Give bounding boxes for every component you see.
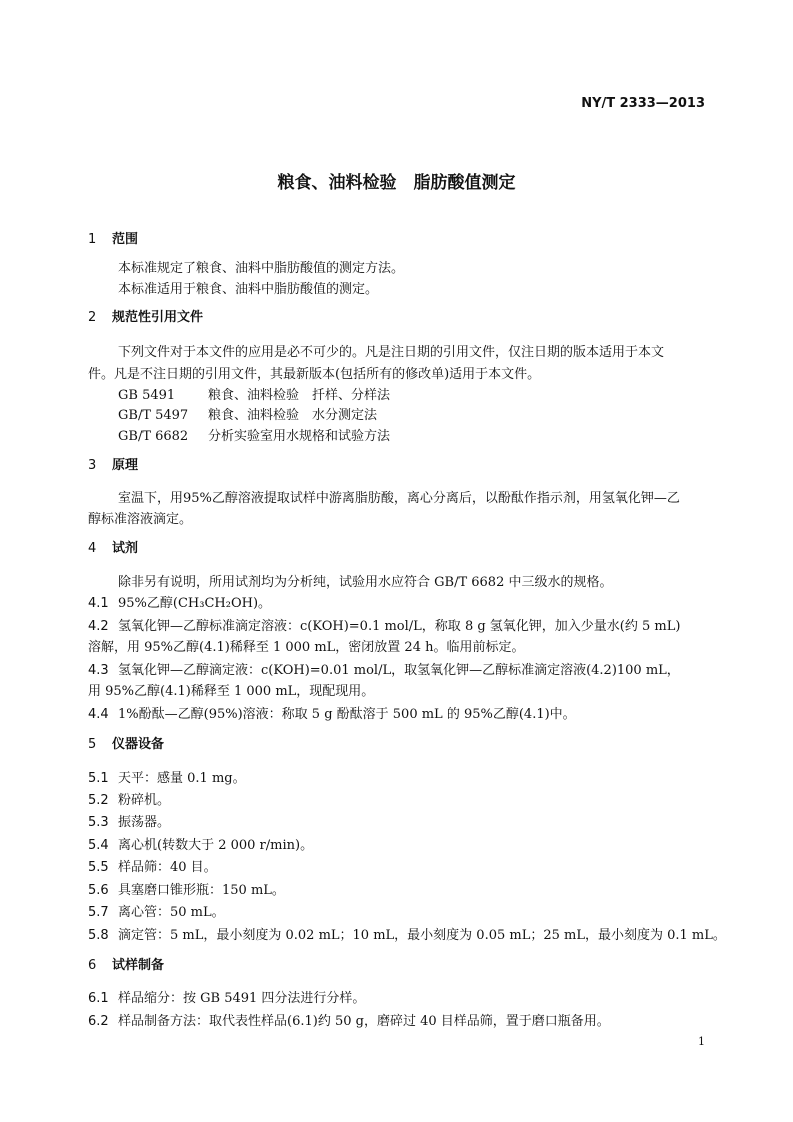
clause-5-3: 5.3 振荡器。 [88, 815, 171, 830]
paragraph-line: 本标准规定了粮食、油料中脂肪酸值的测定方法。 [118, 261, 405, 276]
clause-5-2: 5.2 粉碎机。 [88, 793, 171, 808]
reference-item: GB 5491 粮食、油料检验 扦样、分样法 [118, 388, 391, 403]
section-heading-1: 1 范围 [88, 232, 139, 247]
clause-4-2: 4.2 氢氧化钾—乙醇标准滴定溶液：c(KOH)=0.1 mol/L，称取 8 g 氢氧化钾，加入少量水(约 5 mL) [88, 619, 681, 634]
clause-6-2: 6.2 样品制备方法：取代表性样品(6.1)约 50 g，磨碎过 40 目样品筛，置于磨口瓶备用。 [88, 1014, 610, 1029]
section-heading-4: 4 试剂 [88, 541, 139, 556]
clause-5-4: 5.4 离心机(转数大于 2 000 r/min)。 [88, 838, 314, 853]
clause-6-1: 6.1 样品缩分：按 GB 5491 四分法进行分样。 [88, 991, 366, 1006]
section-heading-3: 3 原理 [88, 458, 139, 473]
paragraph-line: 室温下，用95%乙醇溶液提取试样中游离脂肪酸，离心分离后，以酚酞作指示剂，用氢氧化钾—乙 [118, 491, 680, 506]
clause-4-3: 4.3 氢氧化钾—乙醇滴定液：c(KOH)=0.01 mol/L，取氢氧化钾—乙醇标准滴定溶液(4.2)100 mL， [88, 663, 680, 678]
clause-5-6: 5.6 具塞磨口锥形瓶：150 mL。 [88, 883, 285, 898]
paragraph-line: 下列文件对于本文件的应用是必不可少的。凡是注日期的引用文件，仅注日期的版本适用于本文 [118, 345, 665, 360]
paragraph-line: 本标准适用于粮食、油料中脂肪酸值的测定。 [118, 282, 379, 297]
paragraph-line: 溶解，用 95%乙醇(4.1)稀释至 1 000 mL，密闭放置 24 h。临用前标定。 [88, 640, 525, 655]
page-title: 粮食、油料检验 脂肪酸值测定 [277, 173, 516, 193]
reference-item: GB/T 5497 粮食、油料检验 水分测定法 [118, 408, 378, 423]
clause-5-7: 5.7 离心管：50 mL。 [88, 905, 225, 920]
reference-item: GB/T 6682 分析实验室用水规格和试验方法 [118, 429, 391, 444]
clause-4-1: 4.1 95%乙醇(CH₃CH₂OH)。 [88, 596, 272, 611]
paragraph-line: 除非另有说明，所用试剂均为分析纯，试验用水应符合 GB/T 6682 中三级水的规格。 [118, 575, 613, 590]
clause-5-5: 5.5 样品筛：40 目。 [88, 860, 217, 875]
section-heading-2: 2 规范性引用文件 [88, 310, 204, 325]
section-heading-6: 6 试样制备 [88, 958, 165, 973]
page-number: 1 [698, 1035, 705, 1048]
paragraph-line: 用 95%乙醇(4.1)稀释至 1 000 mL，现配现用。 [88, 684, 375, 699]
standard-number: NY/T 2333—2013 [581, 96, 705, 111]
paragraph-line: 件。凡是不注日期的引用文件，其最新版本(包括所有的修改单)适用于本文件。 [88, 367, 541, 382]
clause-5-1: 5.1 天平：感量 0.1 mg。 [88, 771, 246, 786]
paragraph-line: 醇标准溶液滴定。 [88, 512, 193, 527]
section-heading-5: 5 仪器设备 [88, 737, 165, 752]
clause-5-8: 5.8 滴定管：5 mL，最小刻度为 0.02 mL；10 mL，最小刻度为 0.05 mL；25 mL，最小刻度为 0.1 mL。 [88, 928, 726, 943]
clause-4-4: 4.4 1%酚酞—乙醇(95%)溶液：称取 5 g 酚酞溶于 500 mL 的 95%乙醇(4.1)中。 [88, 707, 576, 722]
